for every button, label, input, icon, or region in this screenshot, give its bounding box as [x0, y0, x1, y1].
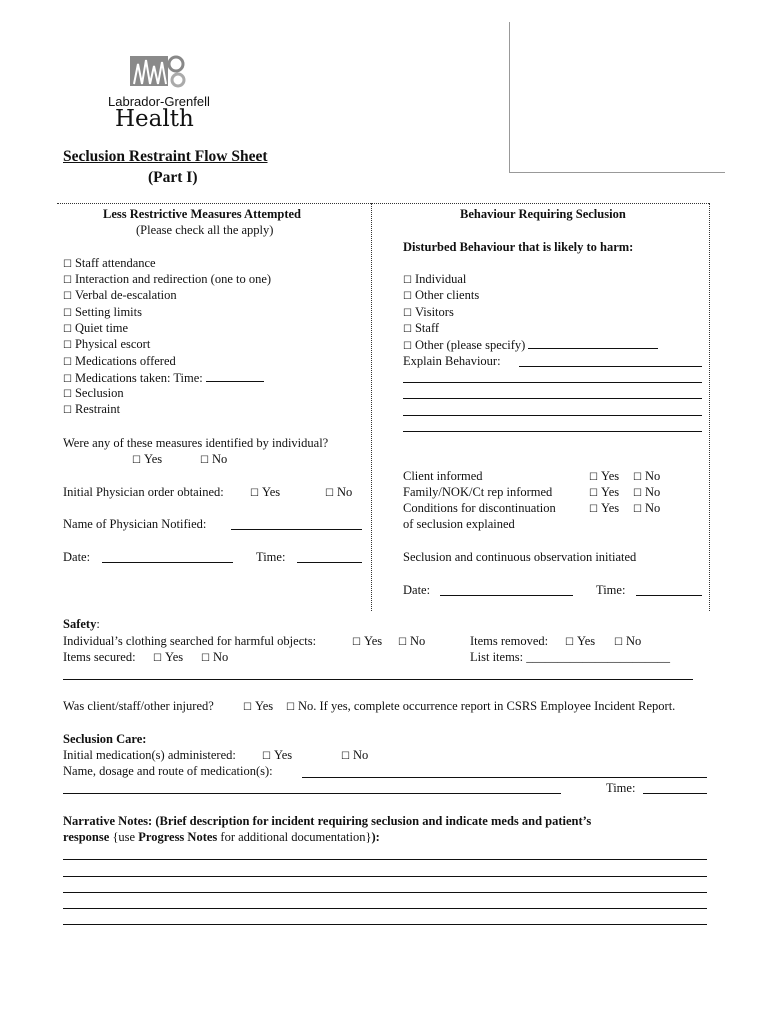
logo-line2: Health [115, 106, 194, 132]
checkbox-icon[interactable]: ☐ [201, 653, 210, 664]
logo-graphic [128, 50, 190, 92]
measure-physical-escort[interactable]: ☐ Physical escort [63, 337, 151, 351]
clothing-searched-yes[interactable]: ☐ Yes [352, 634, 383, 648]
left-time-label: Time: [256, 550, 286, 564]
checkbox-icon[interactable]: ☐ [565, 637, 574, 648]
narrative-field-1[interactable] [63, 859, 707, 860]
physician-name-field[interactable] [231, 529, 362, 530]
client-informed-label: Client informed [403, 469, 483, 483]
form-title: Seclusion Restraint Flow Sheet [63, 148, 268, 165]
checkbox-icon[interactable]: ☐ [63, 259, 72, 270]
checkbox-icon[interactable]: ☐ [63, 324, 72, 335]
checkbox-icon[interactable]: ☐ [403, 291, 412, 302]
behaviour-other[interactable]: ☐ Other (please specify) [403, 337, 658, 353]
right-time-field[interactable] [636, 595, 702, 596]
section-top-border [57, 203, 709, 204]
conditions-yes[interactable]: ☐ Yes [589, 501, 620, 515]
physician-order-yes[interactable]: ☐ Yes [250, 485, 281, 499]
checkbox-icon[interactable]: ☐ [63, 291, 72, 302]
checkbox-icon[interactable]: ☐ [153, 653, 162, 664]
safety-notes-field[interactable] [63, 679, 693, 680]
identified-yes[interactable]: ☐ Yes [132, 452, 163, 466]
measure-seclusion[interactable]: ☐ Seclusion [63, 386, 124, 400]
physician-order-no[interactable]: ☐ No [325, 485, 353, 499]
medication-field-1[interactable] [302, 777, 707, 778]
items-secured-yes[interactable]: ☐ Yes [153, 650, 184, 664]
items-removed-yes[interactable]: ☐ Yes [565, 634, 596, 648]
logo-line1: Labrador-Grenfell [108, 94, 210, 109]
measure-setting-limits[interactable]: ☐ Setting limits [63, 305, 142, 319]
section-divider-right [709, 203, 710, 611]
measure-verbal[interactable]: ☐ Verbal de-escalation [63, 288, 177, 302]
checkbox-icon[interactable]: ☐ [633, 472, 642, 483]
checkbox-icon[interactable]: ☐ [63, 374, 72, 385]
other-specify-field[interactable] [528, 337, 658, 349]
narrative-line-2: response {use Progress Notes for additional documentation}): [63, 830, 380, 844]
behaviour-visitors[interactable]: ☐ Visitors [403, 305, 454, 319]
behaviour-staff[interactable]: ☐ Staff [403, 321, 440, 335]
injury-no[interactable]: ☐ No. If yes, complete occurrence report in CSRS Employee Incident Report. [286, 699, 676, 713]
list-items-label: List items: _______________________ [470, 650, 670, 664]
client-informed-no[interactable]: ☐ No [633, 469, 661, 483]
explain-field-1[interactable] [519, 366, 702, 367]
family-informed-yes[interactable]: ☐ Yes [589, 485, 620, 499]
checkbox-icon[interactable]: ☐ [286, 702, 295, 713]
behaviour-other-clients[interactable]: ☐ Other clients [403, 288, 480, 302]
corner-mark-vertical [509, 22, 510, 172]
left-date-label: Date: [63, 550, 91, 564]
identified-no[interactable]: ☐ No [200, 452, 228, 466]
right-date-label: Date: [403, 583, 431, 597]
checkbox-icon[interactable]: ☐ [132, 455, 141, 466]
checkbox-icon[interactable]: ☐ [63, 389, 72, 400]
right-heading: Behaviour Requiring Seclusion [460, 207, 626, 221]
checkbox-icon[interactable]: ☐ [325, 488, 334, 499]
checkbox-icon[interactable]: ☐ [352, 637, 361, 648]
explain-field-2[interactable] [403, 382, 702, 383]
checkbox-icon[interactable]: ☐ [614, 637, 623, 648]
explain-label: Explain Behaviour: [403, 354, 501, 368]
checkbox-icon[interactable]: ☐ [633, 504, 642, 515]
checkbox-icon[interactable]: ☐ [589, 504, 598, 515]
checkbox-icon[interactable]: ☐ [63, 275, 72, 286]
narrative-line-1: Narrative Notes: (Brief description for incident requiring seclusion and indicate meds and patient’s [63, 814, 592, 828]
checkbox-icon[interactable]: ☐ [398, 637, 407, 648]
measure-staff-attendance[interactable]: ☐ Staff attendance [63, 256, 156, 270]
behaviour-individual[interactable]: ☐ Individual [403, 272, 467, 286]
checkbox-icon[interactable]: ☐ [403, 308, 412, 319]
narrative-field-5[interactable] [63, 924, 707, 925]
injury-question: Was client/staff/other injured? [63, 699, 214, 713]
client-informed-yes[interactable]: ☐ Yes [589, 469, 620, 483]
conditions-label-1: Conditions for discontinuation [403, 501, 556, 515]
right-date-field[interactable] [440, 595, 573, 596]
checkbox-icon[interactable]: ☐ [262, 751, 271, 762]
left-time-field[interactable] [297, 562, 362, 563]
injury-yes[interactable]: ☐ Yes [243, 699, 274, 713]
checkbox-icon[interactable]: ☐ [250, 488, 259, 499]
checkbox-icon[interactable]: ☐ [633, 488, 642, 499]
left-date-field[interactable] [102, 562, 233, 563]
family-informed-label: Family/NOK/Ct rep informed [403, 485, 553, 499]
physician-notified-label: Name of Physician Notified: [63, 517, 207, 531]
family-informed-no[interactable]: ☐ No [633, 485, 661, 499]
narrative-field-3[interactable] [63, 892, 707, 893]
items-removed-label: Items removed: [470, 634, 549, 648]
conditions-label-2: of seclusion explained [403, 517, 515, 531]
items-secured-no[interactable]: ☐ No [201, 650, 229, 664]
measure-quiet-time[interactable]: ☐ Quiet time [63, 321, 129, 335]
checkbox-icon[interactable]: ☐ [63, 405, 72, 416]
checkbox-icon[interactable]: ☐ [403, 341, 412, 352]
checkbox-icon[interactable]: ☐ [63, 357, 72, 368]
initial-medication-yes[interactable]: ☐ Yes [262, 748, 293, 762]
explain-field-5[interactable] [403, 431, 702, 432]
identified-question: Were any of these measures identified by individual? [63, 436, 329, 450]
initial-medication-label: Initial medication(s) administered: [63, 748, 236, 762]
safety-heading: Safety: [63, 617, 100, 631]
explain-field-3[interactable] [403, 398, 702, 399]
left-subheading: (Please check all the apply) [136, 223, 274, 237]
checkbox-icon[interactable]: ☐ [243, 702, 252, 713]
measure-medications-offered[interactable]: ☐ Medications offered [63, 354, 176, 368]
clothing-searched-label: Individual’s clothing searched for harmful objects: [63, 634, 317, 648]
care-time-label: Time: [606, 781, 636, 795]
right-subheading: Disturbed Behaviour that is likely to harm: [403, 240, 634, 254]
measure-medications-taken[interactable]: ☐ Medications taken: Time: [63, 370, 264, 386]
checkbox-icon[interactable]: ☐ [341, 751, 350, 762]
checkbox-icon[interactable]: ☐ [403, 275, 412, 286]
checkbox-icon[interactable]: ☐ [63, 340, 72, 351]
narrative-field-4[interactable] [63, 908, 707, 909]
name-dosage-label: Name, dosage and route of medication(s): [63, 764, 273, 778]
right-time-label: Time: [596, 583, 626, 597]
explain-field-4[interactable] [403, 415, 702, 416]
checkbox-icon[interactable]: ☐ [589, 488, 598, 499]
items-secured-label: Items secured: [63, 650, 136, 664]
seclusion-care-heading: Seclusion Care: [63, 732, 147, 746]
form-part: (Part I) [148, 169, 198, 186]
checkbox-icon[interactable]: ☐ [589, 472, 598, 483]
checkbox-icon[interactable]: ☐ [403, 324, 412, 335]
section-divider-left [371, 203, 372, 611]
seclusion-initiated-label: Seclusion and continuous observation initiated [403, 550, 637, 564]
clothing-searched-no[interactable]: ☐ No [398, 634, 426, 648]
physician-order-label: Initial Physician order obtained: [63, 485, 224, 499]
medication-field-2[interactable] [63, 793, 561, 794]
left-heading: Less Restrictive Measures Attempted [103, 207, 301, 221]
conditions-no[interactable]: ☐ No [633, 501, 661, 515]
checkbox-icon[interactable]: ☐ [63, 308, 72, 319]
measure-restraint[interactable]: ☐ Restraint [63, 402, 121, 416]
initial-medication-no[interactable]: ☐ No [341, 748, 369, 762]
measure-interaction[interactable]: ☐ Interaction and redirection (one to one) [63, 272, 272, 286]
narrative-field-2[interactable] [63, 876, 707, 877]
care-time-field[interactable] [643, 793, 707, 794]
medications-time-field[interactable] [206, 370, 264, 382]
checkbox-icon[interactable]: ☐ [200, 455, 209, 466]
items-removed-no[interactable]: ☐ No [614, 634, 642, 648]
corner-mark-horizontal [509, 172, 725, 173]
